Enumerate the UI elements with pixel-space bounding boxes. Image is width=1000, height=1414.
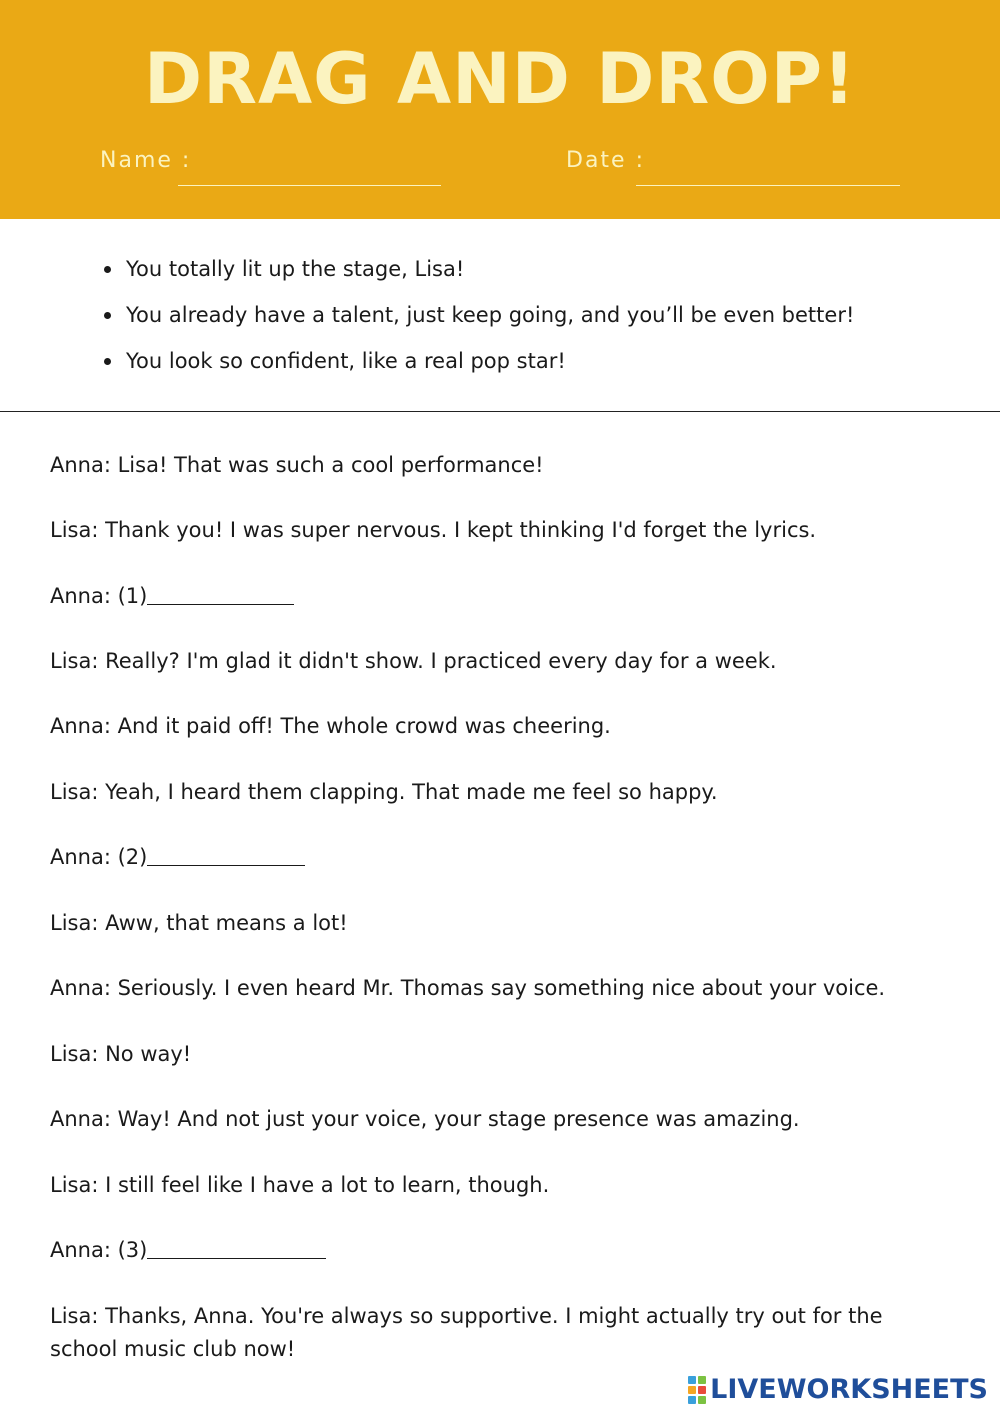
dialogue-line: Anna: Way! And not just your voice, your stage presence was amazing. (50, 1107, 800, 1131)
drag-option-text: You already have a talent, just keep going, and you’ll be even better! (126, 303, 855, 327)
dialogue-line: Lisa: Really? I'm glad it didn't show. I practiced every day for a week. (50, 649, 777, 673)
drag-option-text: You totally lit up the stage, Lisa! (126, 257, 465, 281)
liveworksheets-logo-text: LIVEWORKSHEETS (710, 1374, 988, 1405)
page-title: DRAG AND DROP! (144, 38, 856, 120)
dialogue-line-blank-2 (50, 841, 930, 874)
dialogue-line: Lisa: No way! (50, 1042, 192, 1066)
drop-zone-1[interactable] (147, 582, 294, 605)
drag-option-1[interactable] (126, 255, 464, 283)
dialogue-line: Lisa: Yeah, I heard them clapping. That made me feel so happy. (50, 780, 718, 804)
drop-zone-3[interactable] (147, 1236, 326, 1259)
date-field[interactable] (636, 185, 900, 186)
dialogue-line: Lisa: Thank you! I was super nervous. I kept thinking I'd forget the lyrics. (50, 518, 817, 542)
drag-option-text: You look so confident, like a real pop star! (126, 349, 566, 373)
dialogue-line: Anna: And it paid off! The whole crowd was cheering. (50, 714, 611, 738)
liveworksheets-logo (688, 1372, 988, 1408)
date-label: Date : (566, 148, 645, 173)
dialogue-line: Anna: Seriously. I even heard Mr. Thomas say something nice about your voice. (50, 976, 886, 1000)
dialogue-line: Lisa: Thanks, Anna. You're always so supportive. I might actually try out for the school music club now! (50, 1304, 883, 1361)
dialogue-line-text: Anna: (2) (50, 845, 148, 869)
dialogue-line-text: Anna: (3) (50, 1238, 148, 1262)
dialogue-line-text: Anna: (1) (50, 584, 148, 608)
dialogue-line: Lisa: I still feel like I have a lot to learn, though. (50, 1173, 550, 1197)
drag-option-2[interactable] (126, 301, 854, 329)
dialogue-line-blank-3 (50, 1234, 930, 1267)
liveworksheets-logo-icon (688, 1376, 706, 1404)
drop-zone-2[interactable] (147, 843, 305, 866)
name-field[interactable] (178, 185, 441, 186)
dialogue-line: Lisa: Aww, that means a lot! (50, 911, 348, 935)
bullet-icon (104, 358, 111, 365)
bullet-icon (104, 312, 111, 319)
header-banner (0, 0, 1000, 219)
section-divider (0, 411, 1000, 412)
dialogue-line: Anna: Lisa! That was such a cool performance! (50, 453, 544, 477)
name-label: Name : (100, 148, 192, 173)
drag-option-3[interactable] (126, 347, 566, 375)
dialogue-line-blank-1 (50, 580, 930, 613)
bullet-icon (104, 266, 111, 273)
